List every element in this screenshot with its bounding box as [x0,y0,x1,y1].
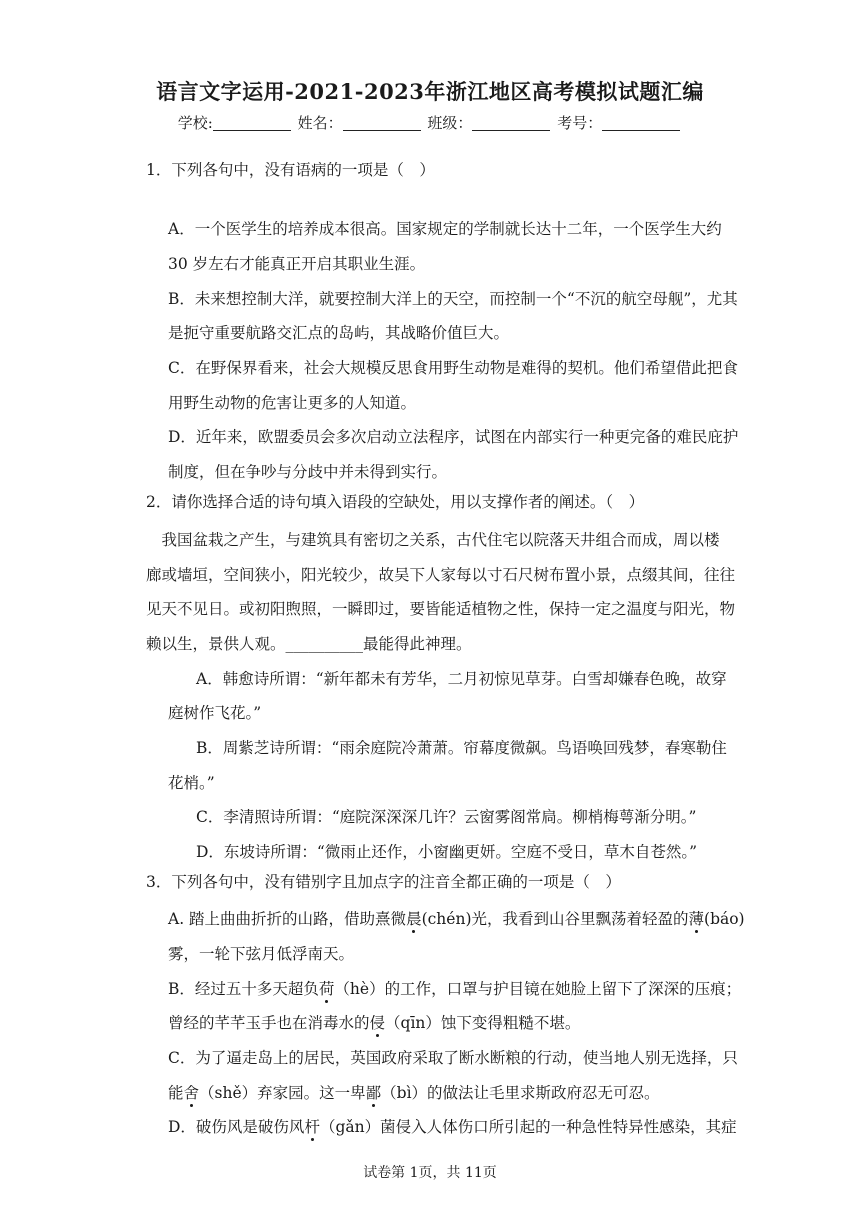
q1-option-c-line1: C．在野保界看来，社会大规模反思食用野生动物是难得的契机。他们希望借此把食 [168,359,738,377]
exam-no-blank[interactable] [602,114,680,131]
name-blank[interactable] [343,114,421,131]
q1-option-a-line1: A．一个医学生的培养成本很高。国家规定的学制就长达十二年，一个医学生大约 [168,220,722,238]
q1-option-b-line2: 是扼守重要航路交汇点的岛屿，其战略价值巨大。 [168,324,510,342]
q3-a-text: (báo) [704,910,745,928]
q2-option-c: C．李清照诗所谓：“庭院深深深几许？云窗雾阁常扃。柳梢梅萼渐分明。” [196,808,697,826]
school-label: 学校: [177,114,213,132]
q3-d-text: D．破伤风是破伤风 [168,1118,305,1136]
q2-option-b-line2: 花梢。” [168,774,215,792]
q2-option-a-line2: 庭树作飞花。” [168,704,262,722]
q1-option-d-line1: D．近年来，欧盟委员会多次启动立法程序，试图在内部实行一种更完备的难民庇护 [168,428,739,446]
q3-option-c-line1: C．为了逼走岛上的居民，英国政府采取了断水断粮的行动，使当地人别无选择，只 [168,1049,738,1067]
q3-b-text: B．经过五十多天超负 [168,980,319,998]
q3-a-text: A. 踏上曲曲折折的山路，借助熹微 [168,910,407,928]
q3-option-d-line1 [168,1117,737,1137]
q2-passage-line1: 我国盆栽之产生，与建筑具有密切之关系，古代住宅以院落天井组合而成，周以楼 [146,531,720,549]
q3-option-a-line2: 雾，一轮下弦月低浮南天。 [168,945,355,963]
name-label: 姓名： [297,114,343,132]
class-label: 班级： [427,114,473,132]
q1-option-c-line2: 用野生动物的危害让更多的人知道。 [168,394,417,412]
school-blank[interactable] [213,114,291,131]
q2-passage-line2: 廊或墙垣，空间狭小，阳光较少，故吴下人家每以寸石尺树布置小景，点缀其间，往往 [146,566,736,584]
q2-option-a-line1: A．韩愈诗所谓：“新年都未有芳华，二月初惊见草芽。白雪却嫌春色晚，故穿 [196,670,727,688]
question-2-stem: 2．请你选择合适的诗句填入语段的空缺处，用以支撑作者的阐述。（ ） [146,493,645,511]
q1-option-b-line1: B．未来想控制大洋，就要控制大洋上的天空，而控制一个“不沉的航空母舰”，尤其 [168,290,738,308]
dotted-char: 杆 [304,1118,320,1136]
student-info-line [0,112,860,133]
q1-option-a-line2: 30 岁左右才能真正开启其职业生涯。 [168,255,426,273]
dotted-char: 舍 [183,1084,200,1102]
question-3-stem: 3．下列各句中，没有错别字且加点字的注音全都正确的一项是（ ） [146,873,621,891]
dotted-char: 荷 [318,980,335,998]
q2-passage-line4: 赖以生，景供人观。__________最能得此神理。 [146,635,472,653]
class-blank[interactable] [472,114,550,131]
dotted-char: 晨 [406,910,422,928]
q3-a-text: (chén)光，我看到山谷里飘荡着轻盈的 [421,910,689,928]
q2-passage-line3: 见天不见日。或初阳煦照，一瞬即过，要皆能适植物之性，保持一定之温度与阳光，物 [146,600,736,618]
q3-option-b-line1 [168,979,741,999]
page-title: 语言文字运用-2021-2023年浙江地区高考模拟试题汇编 [156,79,704,104]
page-footer: 试卷第 1页，共 11页 [363,1165,497,1181]
q3-b-text: 曾经的芊芊玉手也在消毒水的 [168,1014,370,1032]
dotted-char: 侵 [369,1014,386,1032]
q3-option-a-line1 [168,909,745,929]
q3-c-text: 能 [168,1084,184,1102]
q3-option-b-line2 [168,1013,580,1033]
q3-b-text: （qīn）蚀下变得粗糙不堪。 [385,1014,581,1032]
q3-c-text: （shě）弃家园。这一卑 [199,1084,366,1102]
dotted-char: 鄙 [365,1084,382,1102]
q3-option-c-line2 [168,1083,660,1103]
q1-option-d-line2: 制度，但在争吵与分歧中并未得到实行。 [168,463,448,481]
q3-b-text: （hè）的工作，口罩与护目镜在她脸上留下了深深的压痕； [334,980,742,998]
question-1-stem: 1．下列各句中，没有语病的一项是（ ） [146,161,435,179]
q2-option-b-line1: B．周紫芝诗所谓：“雨余庭院冷萧萧。帘幕度微飙。鸟语唤回残梦，春寒勒住 [196,739,727,757]
q3-d-text: （gǎn）菌侵入人体伤口所引起的一种急性特异性感染，其症 [319,1118,737,1136]
q3-c-text: （bì）的做法让毛里求斯政府忍无可忍。 [381,1084,660,1102]
dotted-char: 薄 [688,910,705,928]
q2-option-d: D．东坡诗所谓：“微雨止还作，小窗幽更妍。空庭不受日，草木自苍然。” [196,843,698,861]
exam-no-label: 考号： [557,114,603,132]
